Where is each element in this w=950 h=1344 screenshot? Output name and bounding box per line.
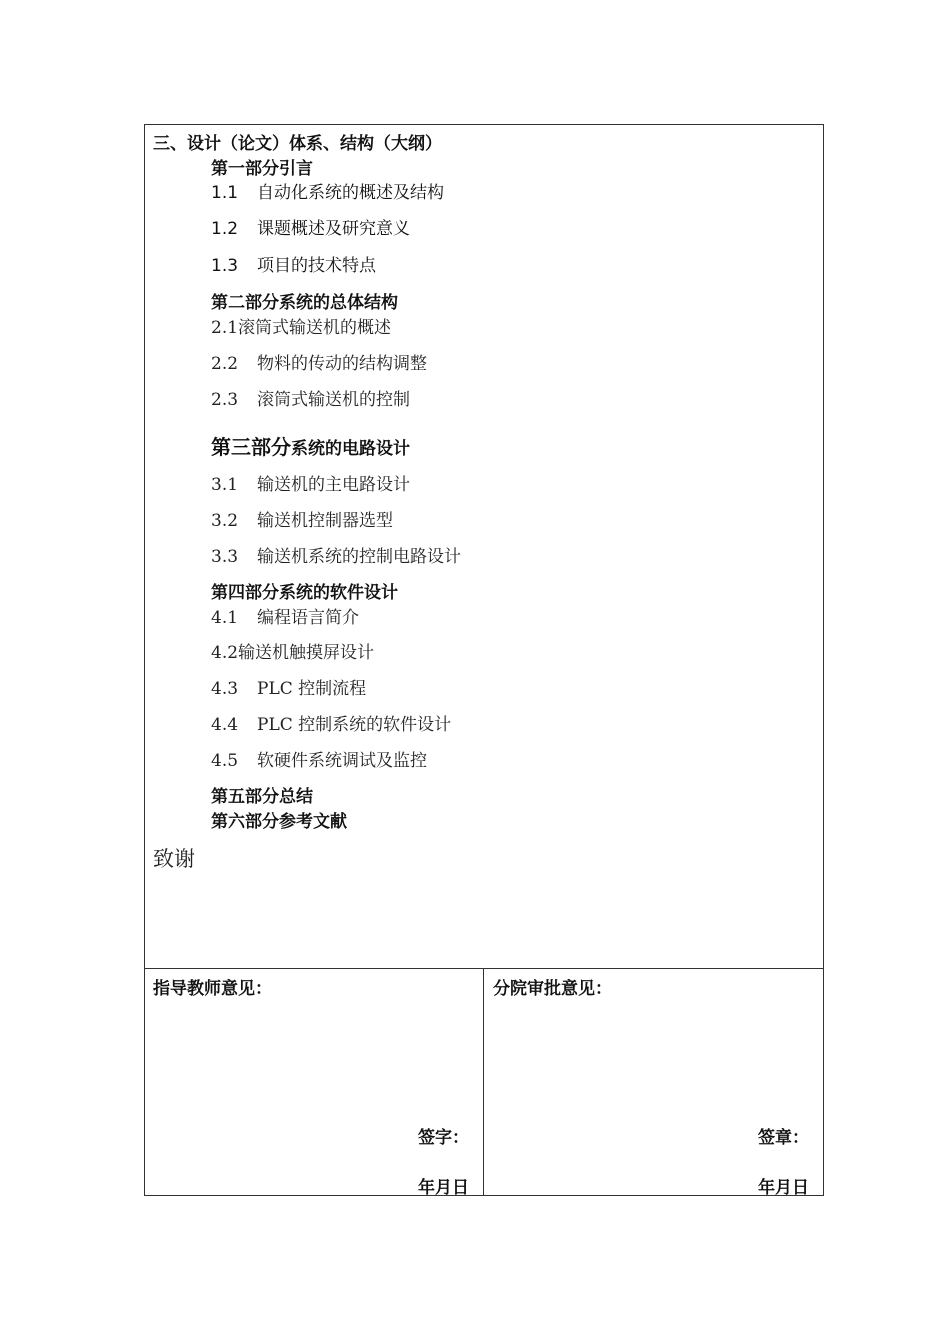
item-number: 3.1: [211, 475, 239, 495]
item-text: 滚筒式输送机的控制: [257, 390, 410, 410]
item-number: 1.3: [211, 256, 239, 276]
outline-item: [211, 710, 451, 735]
outline-item: [211, 178, 444, 203]
table-divider-horizontal: [144, 968, 824, 969]
outline-item: [211, 638, 374, 663]
item-text: 滚筒式输送机的概述: [238, 318, 392, 338]
item-text: 物料的传动的结构调整: [257, 354, 427, 374]
outline-item: [211, 603, 359, 628]
item-number: 2.1: [211, 318, 239, 338]
advisor-opinion-label: 指导教师意见：: [153, 979, 272, 999]
item-number: 2.2: [211, 354, 239, 374]
department-date-label: 年月日: [758, 1178, 809, 1198]
item-text: 编程语言简介: [257, 608, 359, 628]
outline-item: [211, 746, 427, 771]
item-number: 2.3: [211, 390, 239, 410]
item-text: 输送机系统的控制电路设计: [257, 547, 461, 567]
outline-item: [211, 385, 410, 410]
item-text: 输送机控制器选型: [257, 511, 393, 531]
table-divider-vertical: [483, 968, 484, 1196]
outline-item: [211, 674, 366, 699]
part6-heading: 第六部分参考文献: [211, 812, 347, 832]
outline-item: [211, 506, 393, 531]
acknowledgement: 致谢: [153, 847, 195, 871]
item-text: 输送机的主电路设计: [257, 475, 410, 495]
item-number: 3.2: [211, 511, 239, 531]
outline-item: [211, 313, 391, 338]
item-number: 4.3: [211, 679, 239, 699]
item-text: 输送机触摸屏设计: [238, 643, 375, 663]
item-text: 项目的技术特点: [257, 256, 376, 276]
item-number: 4.4: [211, 715, 239, 735]
part3-heading-prefix: 第三部分: [211, 435, 291, 459]
part1-heading: 第一部分引言: [211, 159, 313, 179]
item-number: 1.2: [211, 219, 239, 239]
advisor-date-label: 年月日: [418, 1178, 469, 1198]
advisor-signature-label: 签字：: [418, 1128, 469, 1148]
item-text: 课题概述及研究意义: [257, 219, 410, 239]
department-seal-label: 签章：: [758, 1128, 809, 1148]
item-number: 4.1: [211, 608, 239, 628]
section-title: 三、设计（论文）体系、结构（大纲）: [153, 134, 442, 154]
outline-item: [211, 542, 461, 567]
part4-heading: 第四部分系统的软件设计: [211, 583, 398, 603]
outline-item: [211, 251, 376, 276]
part3-heading: [211, 431, 410, 460]
item-text: PLC 控制系统的软件设计: [257, 715, 452, 735]
item-text: 软硬件系统调试及监控: [257, 751, 427, 771]
outline-item: [211, 349, 427, 374]
part3-heading-rest: 系统的电路设计: [291, 439, 410, 459]
outline-item: [211, 470, 410, 495]
item-text: PLC 控制流程: [257, 679, 367, 699]
item-number: 4.5: [211, 751, 239, 771]
item-number: 1.1: [211, 183, 239, 203]
part2-heading: 第二部分系统的总体结构: [211, 293, 398, 313]
department-opinion-label: 分院审批意见：: [493, 979, 612, 999]
item-number: 4.2: [211, 643, 239, 663]
outline-item: [211, 214, 410, 239]
item-text: 自动化系统的概述及结构: [257, 183, 444, 203]
part5-heading: 第五部分总结: [211, 787, 313, 807]
item-number: 3.3: [211, 547, 239, 567]
